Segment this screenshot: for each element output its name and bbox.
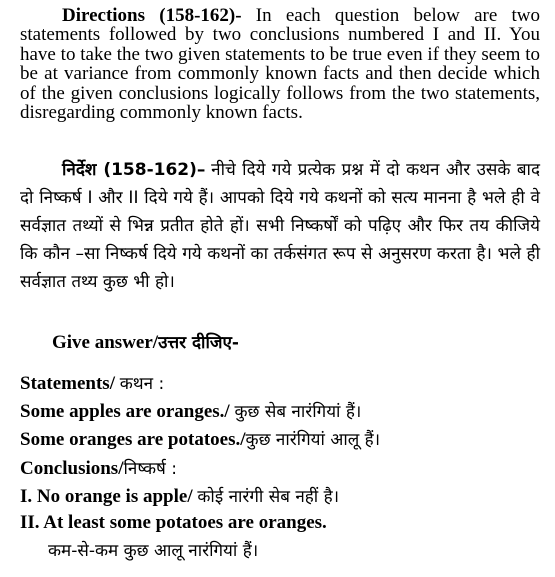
directions-heading-en: Directions (158-162)-	[62, 5, 242, 26]
directions-hindi	[20, 156, 540, 296]
statement-2-en: Some oranges are potatoes./	[20, 429, 246, 450]
conclusions-label-en: Conclusions/	[20, 458, 124, 479]
directions-english	[20, 6, 540, 122]
statement-1	[20, 399, 361, 423]
statement-1-hi: कुछ सेब नारंगियां हैं।	[234, 402, 362, 422]
give-answer-line	[52, 330, 239, 354]
statements-label	[20, 371, 164, 395]
directions-heading-hi: निर्देश (158-162)–	[62, 160, 206, 180]
give-answer-hi: उत्तर दीजिए-	[158, 333, 239, 353]
conclusion-1-en: I. No orange is apple/	[20, 486, 198, 507]
conclusion-1	[20, 484, 339, 508]
directions-body-hi: नीचे दिये गये प्रत्येक प्रश्न में दो कथन और उसके बाद दो निष्कर्ष I और II दिये गये हैं। आपको दिये गये कथनों को सत्य मानना है भले ही वे सर्वज्ञात तथ्यों से भिन्न प्रतीत होते हों। सभी निष्कर्षों को पढ़िए और फिर तय कीजिये कि कौन –सा निष्कर्ष दिये गये कथनों का तर्कसंगत रूप से अनुसरण करता है। भले ही सर्वज्ञात तथ्य कुछ भी हो।	[20, 160, 540, 292]
statements-label-en: Statements/	[20, 373, 120, 394]
conclusion-2-en: II. At least some potatoes are oranges.	[20, 512, 327, 533]
statement-1-en: Some apples are oranges./	[20, 401, 235, 422]
statement-2	[20, 427, 380, 451]
conclusion-1-hi: कोई नारंगी सेब नहीं है।	[197, 487, 340, 507]
directions-body-en: In each question below are two statements followed by two conclusions numbered I and II. You have to take the two given statements to be true even if they seem to be at variance from commonly known facts and then decide which of the given conclusions logically follows from the two statements, disregarding commonly known facts.	[20, 5, 541, 124]
conclusions-label	[20, 456, 177, 480]
conclusion-2-hi: कम-से-कम कुछ आलू नारंगियां हैं।	[48, 541, 259, 561]
give-answer-en: Give answer/	[52, 332, 159, 353]
statement-2-hi: कुछ नारंगियां आलू हैं।	[245, 430, 381, 450]
statements-label-hi: कथन :	[119, 374, 165, 394]
conclusions-label-hi: निष्कर्ष :	[123, 459, 177, 479]
